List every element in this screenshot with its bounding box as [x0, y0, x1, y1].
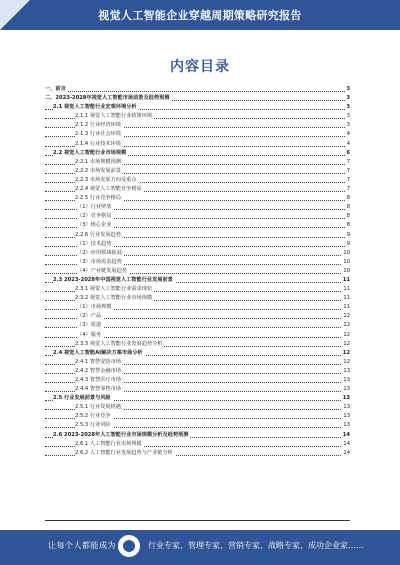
toc-entry[interactable]: [45, 367, 350, 376]
toc-entry-title: （2）竞争格局: [77, 212, 113, 221]
toc-entry[interactable]: [45, 376, 350, 385]
toc-entry-title: 2.1.4 行业技术环境: [75, 140, 123, 149]
toc-entry[interactable]: [45, 349, 350, 358]
toc-entry[interactable]: [45, 431, 350, 440]
toc-entry-page: 11: [342, 285, 350, 294]
toc-entry-page: 8: [346, 221, 350, 230]
toc-entry[interactable]: [45, 267, 350, 276]
toc-entry-title: 2.5.2 行业竞争: [75, 412, 113, 421]
toc-entry[interactable]: [45, 240, 350, 249]
toc-entry-title: 2.6 2023-2028年人工智能行业市场规模分析及趋势预测: [53, 431, 190, 440]
toc-entry-title: 2.4 视觉人工智能AI解决方案市场分析: [53, 349, 145, 358]
toc-entry[interactable]: [45, 103, 350, 112]
toc-entry-title: 2.5.3 行业风险: [75, 421, 113, 430]
toc-entry-page: 6: [345, 149, 350, 158]
toc-entry-page: 11: [342, 294, 350, 303]
toc-entry-title: 2.4.1 智慧安防市场: [75, 358, 123, 367]
toc-entry-title: （2）应用领域拓展: [77, 249, 124, 258]
toc-entry-page: 14: [342, 449, 350, 458]
toc-entry[interactable]: [45, 258, 350, 267]
toc-entry-page: 3: [345, 103, 350, 112]
toc-entry-page: 7: [346, 176, 350, 185]
toc-entry[interactable]: [45, 421, 350, 430]
toc-entry-title: 2.5 行业发展前景与风险: [53, 394, 113, 403]
toc-entry[interactable]: [45, 94, 350, 103]
toc-entry[interactable]: [45, 194, 350, 203]
toc-entry-page: 4: [346, 140, 350, 149]
toc-entry-page: 13: [342, 403, 350, 412]
toc-entry-title: 2.2.1 市场规模预测: [75, 158, 123, 167]
toc-entry-page: 4: [346, 130, 350, 139]
footer-slogan-right: 行业专家、管理专家、营销专家、战略专家、成功企业家……: [148, 541, 364, 550]
toc-entry-title: （4）产业链发展趋势: [77, 267, 129, 276]
toc-entry[interactable]: [45, 449, 350, 458]
toc-entry[interactable]: [45, 440, 350, 449]
toc-entry-page: 12: [342, 340, 350, 349]
toc-entry[interactable]: [45, 303, 350, 312]
toc-end-rule: [45, 520, 350, 521]
toc-entry[interactable]: [45, 321, 350, 330]
footer-slogan-left: 让每个人都能成为: [48, 541, 116, 550]
toc-entry-title: 2.3 2023-2028年中国视觉人工智能行业发展前景: [53, 276, 175, 285]
toc-entry-page: 13: [342, 376, 350, 385]
toc-entry-page: 13: [342, 421, 350, 430]
toc-entry[interactable]: [45, 385, 350, 394]
toc-entry-title: 二、2023-2028年视觉人工智能市场前景及趋势预测: [45, 94, 171, 103]
toc-entry-page: 13: [342, 412, 350, 421]
toc-entry-page: 9: [346, 240, 350, 249]
toc-entry[interactable]: [45, 340, 350, 349]
toc-entry[interactable]: [45, 412, 350, 421]
toc-entry-title: （1）市场规模: [77, 303, 113, 312]
toc-entry[interactable]: [45, 403, 350, 412]
toc-entry-title: 2.2.6 行业发展趋势: [75, 231, 123, 240]
toc-entry-title: （4）服务: [77, 331, 103, 340]
toc-entry[interactable]: [45, 121, 350, 130]
toc-entry-title: （1）技术趋势: [77, 240, 113, 249]
toc-entry-page: 3: [345, 94, 350, 103]
toc-entry-title: 2.1.1 视觉人工智能行业政策环境: [75, 112, 154, 121]
toc-entry[interactable]: [45, 185, 350, 194]
toc-entry-page: 3: [346, 112, 350, 121]
toc-entry-title: 2.1 视觉人工智能行业宏观环境分析: [53, 103, 139, 112]
toc-entry[interactable]: [45, 149, 350, 158]
toc-entry-page: 13: [342, 394, 350, 403]
toc-entry-page: 7: [346, 158, 350, 167]
toc-entry-title: （3）渠道: [77, 321, 103, 330]
toc-entry[interactable]: [45, 285, 350, 294]
toc-entry-page: 12: [342, 321, 350, 330]
toc-entry-page: 10: [342, 249, 350, 258]
toc-entry-page: 7: [346, 167, 350, 176]
report-title: 视觉人工智能企业穿越周期策略研究报告: [98, 9, 302, 22]
toc-entry-title: 2.2.3 市场发展方向及重点: [75, 176, 139, 185]
toc-entry-title: 2.1.3 行业社会环境: [75, 130, 123, 139]
toc-entry-page: 10: [342, 267, 350, 276]
footer-circle-icon: [118, 535, 140, 557]
toc-entry-title: 2.2.4 视觉人工智能竞争格局: [75, 185, 144, 194]
toc-entry-page: 10: [342, 258, 350, 267]
toc-entry-page: 11: [342, 303, 350, 312]
toc-entry-title: 2.3.2 视觉人工智能行业市场规模: [75, 294, 154, 303]
toc-entry[interactable]: [45, 130, 350, 139]
toc-heading: 内容目录: [170, 59, 230, 75]
toc-entry[interactable]: [45, 312, 350, 321]
toc-entry-page: 12: [342, 331, 350, 340]
toc-entry[interactable]: [45, 231, 350, 240]
toc-entry-page: 9: [346, 231, 350, 240]
toc-entry[interactable]: [45, 158, 350, 167]
toc-entry-page: 3: [345, 85, 350, 94]
toc-entry-page: 13: [342, 385, 350, 394]
toc-entry-page: 14: [342, 431, 350, 440]
toc-entry-page: 3: [346, 121, 350, 130]
toc-entry-title: 2.6.2 人工智能行业发展趋势与产业链分析: [75, 449, 175, 458]
toc-entry-page: 8: [346, 194, 350, 203]
toc-entry[interactable]: [45, 112, 350, 121]
table-of-contents: [45, 85, 350, 458]
toc-entry-title: 2.3.3 视觉人工智能行业发展趋势分析: [75, 340, 164, 349]
toc-entry[interactable]: [45, 394, 350, 403]
toc-entry-title: （1）行业壁垒: [77, 203, 113, 212]
toc-entry-title: （3）市场需求趋势: [77, 258, 124, 267]
toc-entry[interactable]: [45, 140, 350, 149]
toc-entry-page: 8: [346, 212, 350, 221]
toc-entry-page: 12: [342, 349, 350, 358]
toc-entry-page: 13: [342, 367, 350, 376]
toc-entry-title: 2.2.5 行业竞争格局: [75, 194, 123, 203]
toc-entry-page: 12: [342, 312, 350, 321]
toc-entry-title: 2.1.2 行业经济环境: [75, 121, 123, 130]
toc-entry-page: 7: [346, 185, 350, 194]
toc-entry-title: 2.2 视觉人工智能行业市场规模: [53, 149, 128, 158]
footer-banner: [0, 530, 400, 565]
toc-entry[interactable]: [45, 176, 350, 185]
toc-entry[interactable]: [45, 212, 350, 221]
toc-entry-title: 一、前言: [45, 85, 68, 94]
toc-entry-title: 2.6.1 人工智能行业市场规模: [75, 440, 144, 449]
toc-entry-title: 2.5.1 行业发展机遇: [75, 403, 123, 412]
toc-entry[interactable]: [45, 203, 350, 212]
toc-entry-page: 11: [342, 276, 350, 285]
toc-entry-title: 2.4.4 智慧零售市场: [75, 385, 123, 394]
toc-entry[interactable]: [45, 221, 350, 230]
toc-entry[interactable]: [45, 358, 350, 367]
toc-entry-page: 8: [346, 203, 350, 212]
toc-entry-title: 2.2.2 市场发展前景: [75, 167, 123, 176]
toc-entry-title: 2.4.3 智慧医疗市场: [75, 376, 123, 385]
toc-entry[interactable]: [45, 276, 350, 285]
toc-entry-page: 14: [342, 440, 350, 449]
toc-entry[interactable]: [45, 85, 350, 94]
toc-entry[interactable]: [45, 167, 350, 176]
report-header: [0, 0, 400, 30]
toc-entry-title: 2.4.2 智慧金融市场: [75, 367, 123, 376]
toc-entry-title: 2.3.1 视觉人工智能行业需求现状: [75, 285, 154, 294]
toc-entry-page: 12: [342, 358, 350, 367]
toc-entry[interactable]: [45, 249, 350, 258]
toc-entry-title: （2）产品: [77, 312, 103, 321]
toc-entry[interactable]: [45, 294, 350, 303]
toc-dot-leader: [45, 91, 345, 92]
toc-entry-title: （3）核心企业: [77, 221, 113, 230]
toc-entry[interactable]: [45, 331, 350, 340]
